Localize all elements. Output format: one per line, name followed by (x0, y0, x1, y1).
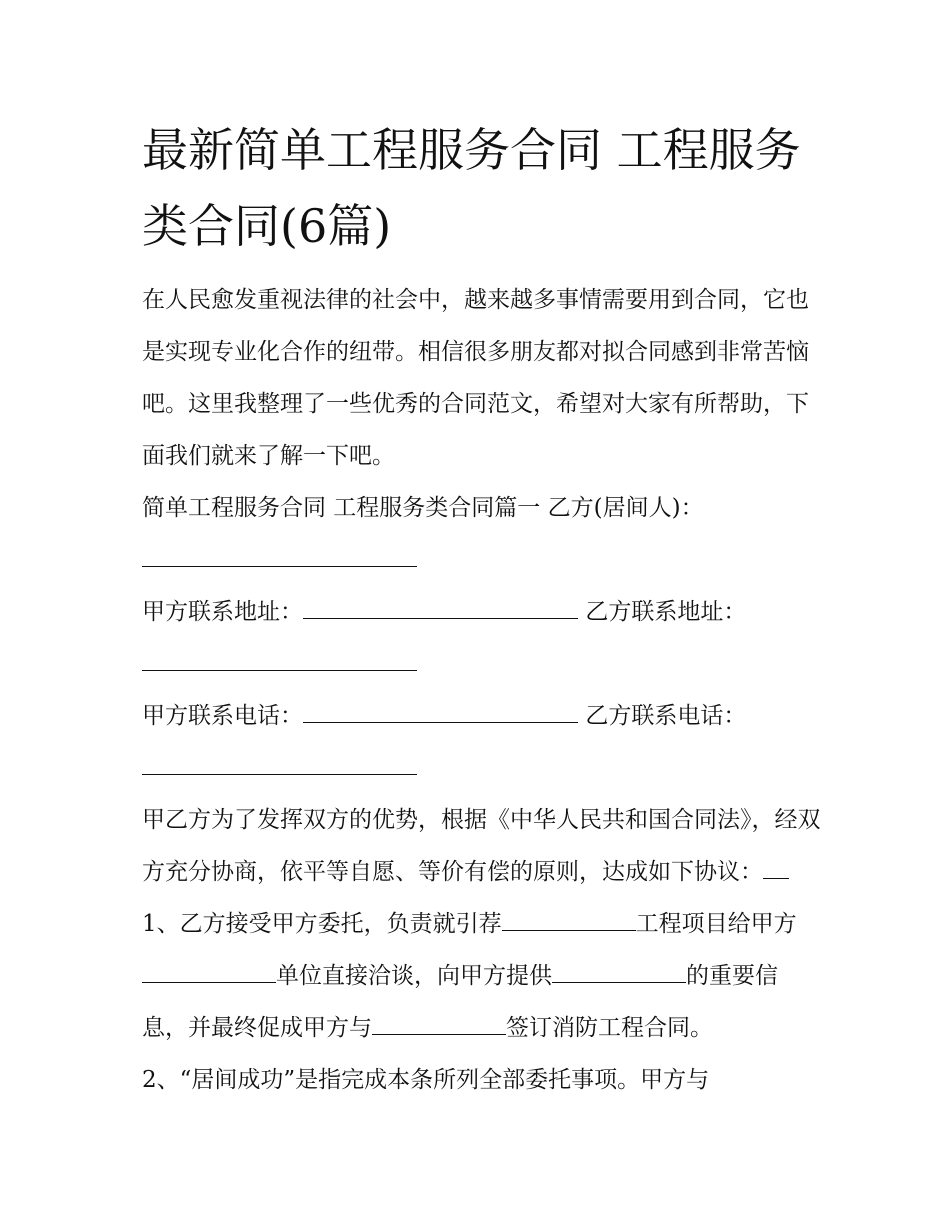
party-b-address-blank (142, 664, 417, 671)
agreement-preamble-paragraph (142, 794, 822, 898)
party-a-address-blank (303, 612, 578, 619)
clause-1-part-b: 工程项目给甲方 (635, 911, 797, 937)
info-blank (552, 976, 686, 983)
unit-name-blank (142, 976, 276, 983)
party-b-phone-label: 乙方联系电话： (585, 703, 747, 729)
party-b-name-blank (142, 560, 417, 567)
clause-1-part-d: 的重要信息，并最终促成甲方与 (142, 963, 778, 1041)
project-name-blank (502, 924, 636, 931)
clause-1-part-e: 签订消防工程合同。 (506, 1015, 713, 1041)
section-heading-paragraph (142, 482, 822, 586)
party-a-phone-blank (303, 716, 578, 723)
preamble-blank (763, 872, 789, 879)
party-a-phone-label: 甲方联系电话： (142, 703, 303, 729)
clause-2-paragraph: 2、“居间成功”是指完成本条所列全部委托事项。甲方与 (142, 1067, 710, 1093)
document-page (142, 112, 822, 1106)
party-b-address-label: 乙方联系地址： (585, 599, 747, 625)
contract-party-blank (372, 1028, 506, 1035)
intro-paragraph: 在人民愈发重视法律的社会中，越来越多事情需要用到合同，它也是实现专业化合作的纽带。相信很多朋友都对拟合同感到非常苦恼吧。这里我整理了一些优秀的合同范文，希望对大家有所帮助，下面我们就来了解一下吧。 (142, 287, 809, 469)
document-title: 最新简单工程服务合同 工程服务类合同(6篇) (142, 123, 801, 253)
clause-1-part-a: 1、乙方接受甲方委托，负责就引荐 (142, 911, 502, 937)
agreement-preamble: 甲乙方为了发挥双方的优势，根据《中华人民共和国合同法》，经双方充分协商，依平等自愿、等价有偿的原则，达成如下协议： (142, 807, 821, 885)
section-heading: 简单工程服务合同 工程服务类合同篇一 乙方(居间人)： (142, 495, 704, 521)
address-paragraph (142, 586, 822, 690)
clause-1-paragraph (142, 898, 822, 1054)
clause-1-part-c: 单位直接洽谈，向甲方提供 (276, 963, 552, 989)
party-a-address-label: 甲方联系地址： (142, 599, 303, 625)
party-b-phone-blank (142, 768, 417, 775)
phone-paragraph (142, 690, 822, 794)
